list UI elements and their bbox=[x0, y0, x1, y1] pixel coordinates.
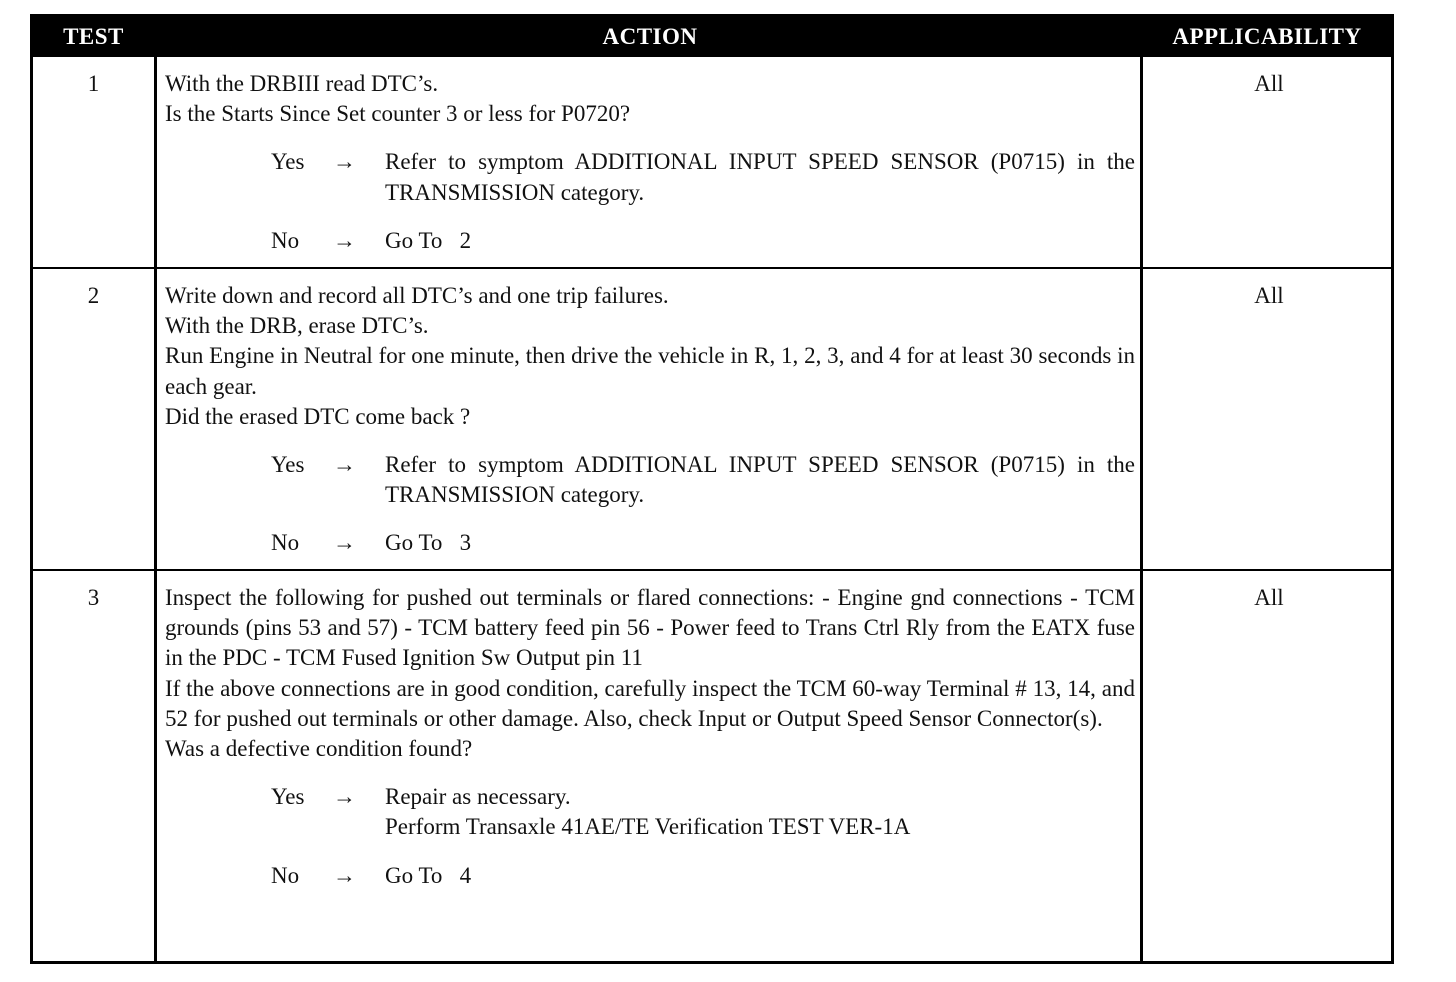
yes-label: Yes bbox=[271, 149, 305, 175]
no-option bbox=[165, 226, 1135, 256]
table-header bbox=[33, 17, 1391, 57]
no-result: Go To 4 bbox=[385, 862, 472, 888]
table-row bbox=[33, 57, 1391, 267]
action-line: Inspect the following for pushed out terminals or flared connections: - Engine gnd connections - TCM grounds (pins 53 and 57) - TCM battery feed pin 56 - Power feed to Trans Ctrl Rly from the EATX fuse in the PDC - TCM Fused Ignition Sw Output pin 11 bbox=[165, 585, 1135, 671]
action-line: Did the erased DTC come back ? bbox=[165, 403, 471, 429]
action-cell bbox=[165, 583, 1135, 891]
arrow-icon: → bbox=[333, 862, 356, 888]
no-label: No bbox=[271, 227, 300, 253]
table-row bbox=[33, 569, 1391, 963]
arrow-icon: → bbox=[333, 784, 356, 810]
yes-result: Repair as necessary. bbox=[385, 784, 571, 810]
action-line: Is the Starts Since Set counter 3 or less for P0720? bbox=[165, 101, 631, 127]
applicability-cell: All bbox=[1254, 283, 1284, 308]
no-option bbox=[165, 528, 1135, 558]
action-line: With the DRB, erase DTC’s. bbox=[165, 313, 429, 339]
header-test: TEST bbox=[63, 24, 124, 49]
header-action: ACTION bbox=[602, 24, 698, 49]
test-number: 3 bbox=[87, 585, 100, 610]
action-line: Write down and record all DTC’s and one trip failures. bbox=[165, 283, 669, 308]
applicability-cell: All bbox=[1254, 585, 1284, 610]
header-applicability: APPLICABILITY bbox=[1172, 24, 1362, 49]
yes-result-2: Perform Transaxle 41AE/TE Verification TEST VER-1A bbox=[385, 814, 911, 840]
arrow-icon: → bbox=[333, 227, 356, 253]
no-option bbox=[165, 861, 1135, 891]
arrow-icon: → bbox=[333, 530, 356, 556]
test-number: 1 bbox=[87, 71, 100, 96]
no-label: No bbox=[271, 862, 300, 888]
applicability-cell: All bbox=[1254, 71, 1284, 96]
action-cell bbox=[165, 69, 1135, 256]
no-result: Go To 3 bbox=[385, 530, 472, 556]
yes-option bbox=[271, 147, 1135, 207]
yes-option bbox=[271, 450, 1135, 510]
action-line: If the above connections are in good condition, carefully inspect the TCM 60-way Terminal # 13, 14, and 52 for pushed out terminals or other damage. Also, check Input or Output Speed Sensor Connector(s). bbox=[165, 675, 1135, 731]
table-row bbox=[33, 267, 1391, 571]
yes-result: Refer to symptom ADDITIONAL INPUT SPEED SENSOR (P0715) in the TRANSMISSION category. bbox=[385, 149, 1135, 205]
yes-label: Yes bbox=[271, 784, 305, 810]
arrow-icon: → bbox=[333, 149, 356, 175]
no-result: Go To 2 bbox=[385, 227, 472, 253]
yes-option bbox=[271, 782, 1135, 842]
action-line: Was a defective condition found? bbox=[165, 736, 473, 762]
no-label: No bbox=[271, 530, 300, 556]
test-number: 2 bbox=[87, 283, 100, 308]
action-line: With the DRBIII read DTC’s. bbox=[165, 71, 439, 96]
diagnostic-table bbox=[30, 14, 1394, 964]
yes-label: Yes bbox=[271, 452, 305, 478]
arrow-icon: → bbox=[333, 452, 356, 478]
yes-result: Refer to symptom ADDITIONAL INPUT SPEED SENSOR (P0715) in the TRANSMISSION category. bbox=[385, 452, 1135, 508]
action-line: Run Engine in Neutral for one minute, then drive the vehicle in R, 1, 2, 3, and 4 for at least 30 seconds in each gear. bbox=[165, 343, 1135, 399]
action-cell bbox=[165, 281, 1135, 558]
